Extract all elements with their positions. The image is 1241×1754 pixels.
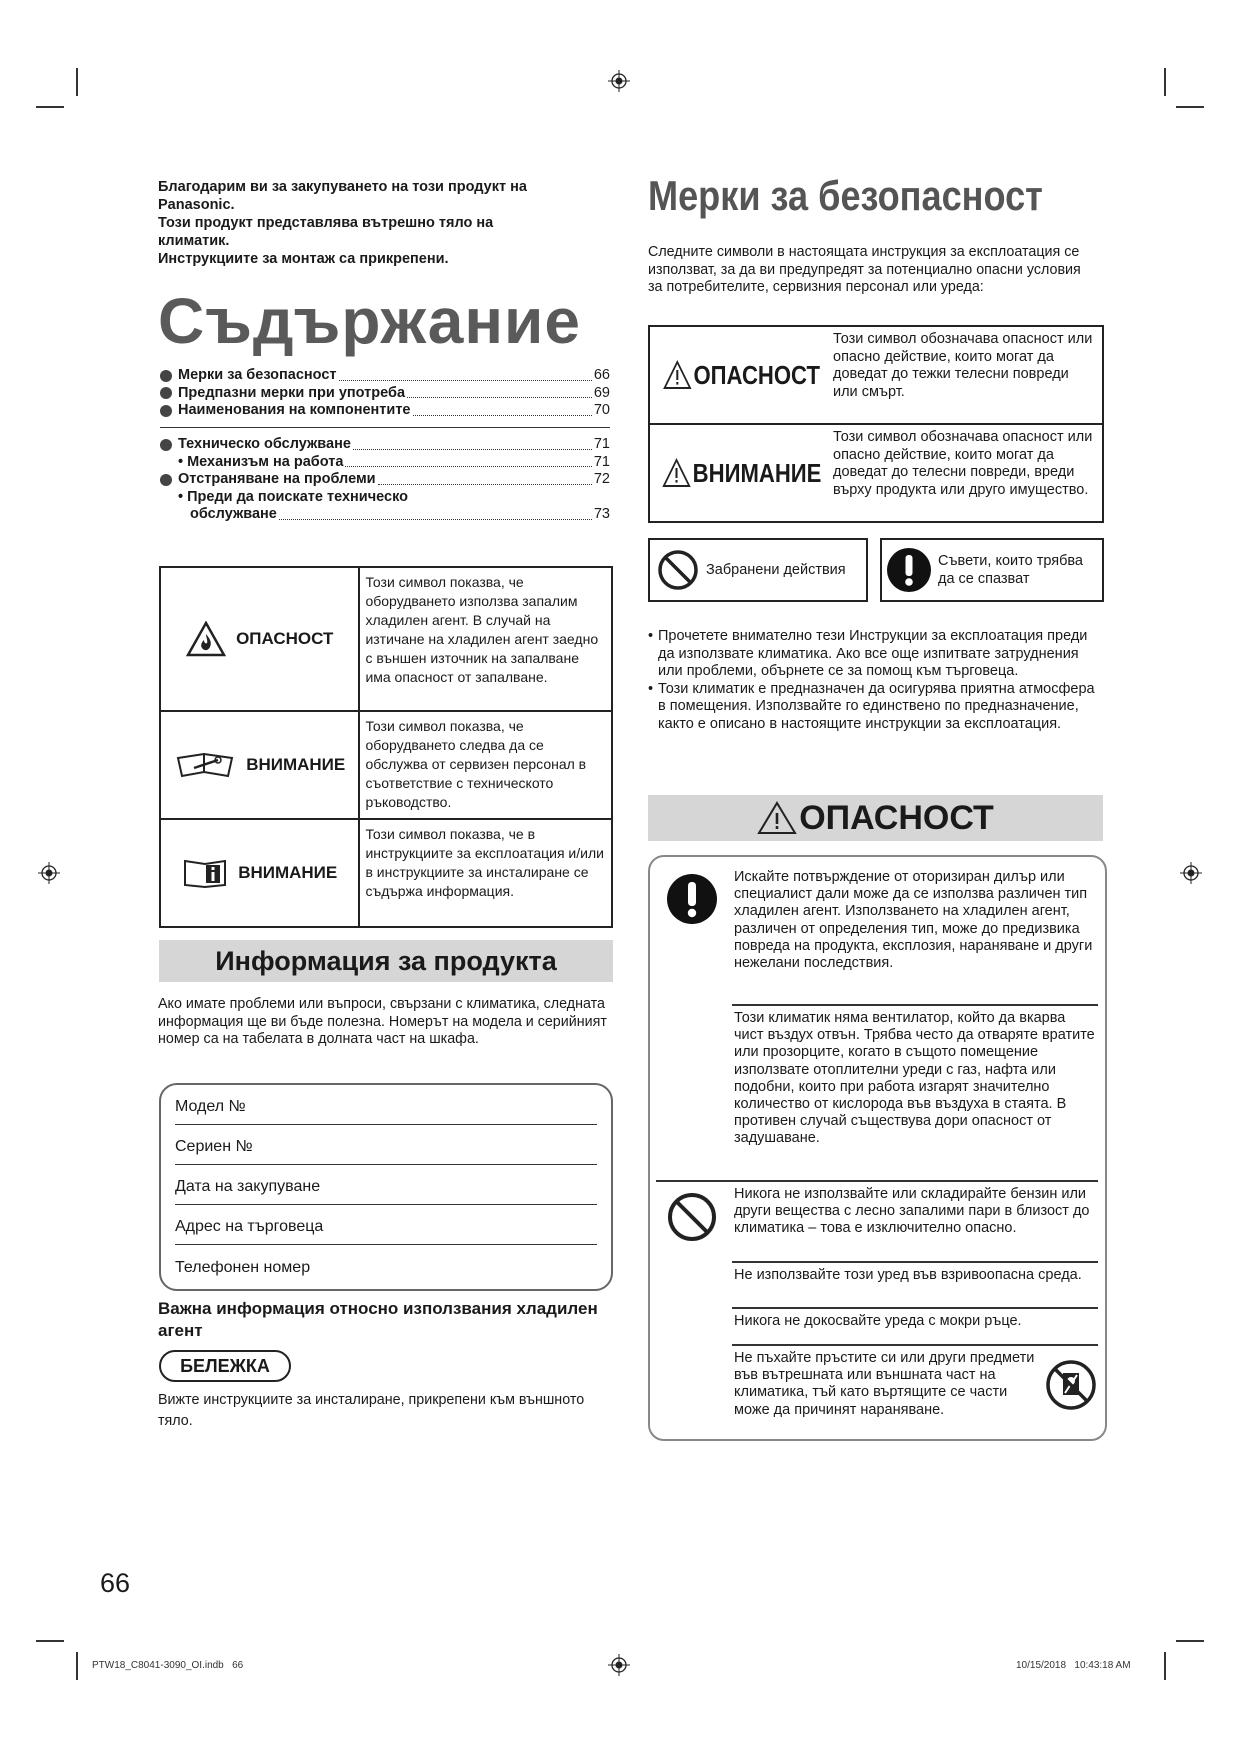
print-file-info: PTW18_C8041-3090_OI.indb 66 [92,1660,244,1671]
page-number: 66 [100,1568,131,1598]
legend-description: Този символ обозначава опасност или опасно действие, които могат да доведат до тежки телесни повреди или смърт. [833,331,1093,400]
symbol-label: ВНИМАНИЕ [246,755,346,774]
table-of-contents [160,367,610,524]
item-divider [732,1004,1098,1006]
product-info-heading: Информация за продукта [159,940,613,982]
toc-item[interactable]: обслужване 73 [190,506,610,522]
refrigerant-info-heading: Важна информация относно използвания хладилен агент [158,1299,598,1340]
toc-item[interactable]: Предпазни мерки при употреба 69 [160,385,610,403]
intro-line: Panasonic. [158,197,235,213]
danger-heading: ОПАСНОСТ [648,795,1103,841]
safety-intro: Следните символи в настоящата инструкция за експлоатация се използват, за да ви предупредят за потенциално опасни условия за потребителите, сервизния персонал или уреда: [648,244,1081,295]
safety-bullets [648,628,1104,733]
symbol-label: ВНИМАНИЕ [238,863,338,882]
mandatory-action-icon [666,873,718,925]
symbol-row [160,711,612,819]
bullet-icon [160,474,172,486]
note-text: Вижте инструкциите за инсталиране, прикрепени към външното тяло. [158,1392,585,1429]
note-label: БЕЛЕЖКА [159,1350,291,1382]
no-touch-rotating-parts-icon [1045,1359,1097,1411]
toc-item[interactable]: Отстраняване на проблеми 72 [160,471,610,489]
symbol-row [160,567,612,711]
warning-triangle-icon [663,360,692,390]
danger-item: Този климатик няма вентилатор, който да вкарва чист въздух отвън. Трябва често да отваряте вратите или прозорците, когато в същото помещение използвате отоплителни уреди с газ, нафта или подобни, които при работа изгарят значително количество от кислорода във въздуха в стаята. В противен случай съществува дори опасност от задушаване. [734,1010,1095,1147]
item-divider [732,1307,1098,1309]
flame-warning-icon [186,621,226,657]
toc-item[interactable]: • Преди да поискате техническо [178,488,408,505]
toc-item[interactable]: Наименования на компонентите 70 [160,402,610,420]
instructions-box [880,538,1104,602]
dealer-address-field[interactable]: Адрес на търговеца [175,1205,597,1245]
product-info-text: Ако имате проблеми или въпроси, свързани с климатика, следната информация ще ви бъде полезна. Номерът на модела и серийният номер са на табелата в долната част на шкафа. [158,996,607,1047]
item-divider [656,1180,1098,1182]
bullet-icon [160,439,172,451]
print-timestamp: 10/15/2018 10:43:18 AM [1016,1660,1131,1671]
symbol-label: ОПАСНОСТ [236,629,334,648]
intro-line: Този продукт представлява вътрешно тяло на [158,215,494,231]
warning-triangle-icon [757,801,797,835]
warning-triangle-icon [662,458,691,488]
intro-line: климатик. [158,233,230,249]
serial-number-field[interactable]: Сериен № [175,1125,597,1165]
registration-mark-icon [608,70,630,92]
danger-item: Никога не докосвайте уреда с мокри ръце. [734,1313,1022,1329]
info-manual-icon [182,857,228,889]
toc-item[interactable]: • Механизъм на работа 71 [178,453,610,470]
contents-title: Съдържание [158,285,581,357]
prohibited-label: Забранени действия [706,562,846,578]
legend-description: Този символ обозначава опасност или опасно действие, които могат да доведат до телесни повреди, вреди върху продукта или друго имущество. [833,429,1093,498]
symbol-description: Този символ показва, че в инструкциите за експлоатация и/или в инструкциите за инсталиране се съдържа информация. [365,826,604,899]
service-manual-icon [174,750,236,780]
intro-line: Благодарим ви за закупуването на този продукт на [158,179,527,195]
bullet-icon [160,387,172,399]
crop-mark [1164,1652,1166,1680]
prohibited-icon [656,548,700,592]
crop-mark [76,1652,78,1680]
item-divider [732,1261,1098,1263]
bullet-icon [160,370,172,382]
danger-label: ОПАСНОСТ [663,360,820,391]
safety-legend [648,325,1104,523]
prohibited-icon [666,1191,718,1243]
symbol-row [160,819,612,927]
crop-mark [1176,106,1204,108]
toc-item[interactable]: Техническо обслужване 71 [160,436,610,454]
safety-title: Мерки за безопасност [648,172,1043,219]
product-info-form [159,1083,613,1291]
model-number-field[interactable]: Модел № [175,1085,597,1125]
danger-item: Не пъхайте пръстите си или други предмети във вътрешната или външната част на климатика, тъй като въртящите се части може да причинят нараняване. [734,1350,1035,1418]
purchase-date-field[interactable]: Дата на закупуване [175,1165,597,1205]
legend-row-danger [650,327,1102,425]
crop-mark [1176,1640,1204,1642]
item-divider [732,1344,1098,1346]
symbol-description: Този символ показва, че оборудването използва запалим хладилен агент. В случай на изтичане на хладилен агент заедно с външен източник на запалване има опасност от запалване. [365,574,599,685]
crop-mark [1164,68,1166,96]
registration-mark-icon [1180,862,1202,884]
crop-mark [36,1640,64,1642]
intro-text [158,178,598,268]
instructions-label: Съвети, които трябва да се спазват [938,553,1083,587]
symbol-description: Този символ показва, че оборудването следва да се обслужва от сервизен персонал в съответствие с техническото ръководство. [365,718,587,810]
crop-mark [76,68,78,96]
mandatory-action-icon [886,547,932,593]
registration-mark-icon [608,1654,630,1676]
caution-label: ВНИМАНИЕ [662,458,821,489]
danger-item: Искайте потвърждение от оторизиран дилър или специалист дали може да се използва различен тип хладилен агент. Използването на хладилен агент, различен от определения тип, може до предизвика повреда на продукта, експлозия, нараняване и други нежелани последствия. [734,869,1093,972]
danger-item: Не използвайте този уред във взривоопасна среда. [734,1267,1082,1283]
bullet-item: • Този климатик е предназначен да осигурява приятна атмосфера в помещения. Използвайте го единствено по предназначение, както е описано в настоящите инструкции за експлоатация. [648,680,1095,732]
toc-divider [160,427,610,429]
registration-mark-icon [38,862,60,884]
phone-number-field[interactable]: Телефонен номер [175,1259,311,1276]
crop-mark [36,106,64,108]
danger-item: Никога не използвайте или складирайте бензин или други вещества с лесно запалими пари в близост до климатика – това е изключително опасно. [734,1186,1090,1237]
bullet-icon [160,405,172,417]
danger-box [648,855,1107,1441]
intro-line: Инструкциите за монтаж са прикрепени. [158,251,449,267]
symbol-table [159,566,613,928]
prohibited-box [648,538,868,602]
legend-row-caution [650,425,1102,521]
toc-item[interactable]: Мерки за безопасност 66 [160,367,610,385]
bullet-item: • Прочетете внимателно тези Инструкции за експлоатация преди да използвате климатика. Ако все още изпитвате затруднения или проблеми, обърнете се за помощ към търговеца. [648,628,1088,679]
